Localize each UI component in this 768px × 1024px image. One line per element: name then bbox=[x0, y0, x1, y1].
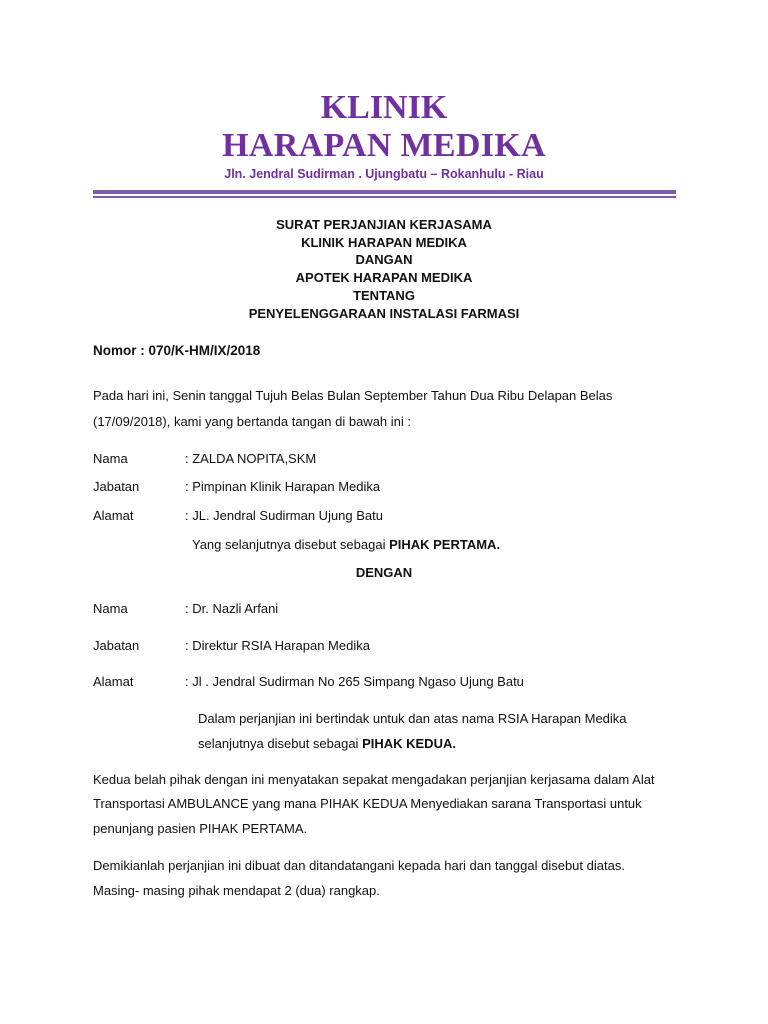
party1-designation bbox=[192, 538, 500, 551]
party1-nama-value: : ZALDA NOPITA,SKM bbox=[185, 451, 317, 466]
party2-designation-line-1: Dalam perjanjian ini bertindak untuk dan atas nama RSIA Harapan Medika bbox=[198, 711, 627, 726]
intro-line-1: Pada hari ini, Senin tanggal Tujuh Belas Bulan September Tahun Dua Ribu Delapan Belas bbox=[93, 388, 613, 403]
party2-alamat-value: : Jl . Jendral Sudirman No 265 Simpang Ngaso Ujung Batu bbox=[185, 674, 524, 689]
party1-designation-text: Yang selanjutnya disebut sebagai bbox=[192, 537, 390, 552]
party1-jabatan-value: : Pimpinan Klinik Harapan Medika bbox=[185, 479, 381, 494]
letter-number: Nomor : 070/K-HM/IX/2018 bbox=[93, 343, 261, 358]
party1-alamat-label: Alamat bbox=[93, 508, 134, 523]
party1-nama-label: Nama bbox=[93, 451, 128, 466]
party2-designation-text: selanjutnya disebut sebagai bbox=[198, 736, 363, 751]
party1-jabatan-label: Jabatan bbox=[93, 479, 140, 494]
agreement-line-3: penunjang pasien PIHAK PERTAMA. bbox=[93, 821, 308, 836]
agreement-line-2: Transportasi AMBULANCE yang mana PIHAK KEDUA Menyediakan sarana Transportasi untuk bbox=[93, 796, 642, 811]
party2-designation-line-2 bbox=[198, 737, 456, 750]
heading-line-5: TENTANG bbox=[353, 288, 415, 303]
party2-nama-value: : Dr. Nazli Arfani bbox=[185, 601, 279, 616]
closing-line-1: Demikianlah perjanjian ini dibuat dan ditandatangani kepada hari dan tanggal disebut diatas. bbox=[93, 858, 625, 873]
party1-designation-term: PIHAK PERTAMA. bbox=[389, 537, 501, 552]
heading-line-6: PENYELENGGARAAN INSTALASI FARMASI bbox=[248, 306, 520, 321]
heading-line-2: KLINIK HARAPAN MEDIKA bbox=[301, 235, 467, 250]
agreement-line-1: Kedua belah pihak dengan ini menyatakan sepakat mengadakan perjanjian kerjasama dalam Alat bbox=[93, 772, 655, 787]
intro-line-2: (17/09/2018), kami yang bertanda tangan di bawah ini : bbox=[93, 414, 411, 429]
party2-jabatan-value: : Direktur RSIA Harapan Medika bbox=[185, 638, 370, 653]
heading-line-3: DANGAN bbox=[355, 252, 413, 267]
clinic-address: Jln. Jendral Sudirman . Ujungbatu – Rokanhulu - Riau bbox=[224, 167, 544, 181]
party2-designation-term: PIHAK KEDUA. bbox=[362, 736, 456, 751]
heading-line-1: SURAT PERJANJIAN KERJASAMA bbox=[276, 217, 492, 232]
clinic-name-line2: HARAPAN MEDIKA bbox=[222, 127, 546, 164]
party2-jabatan-label: Jabatan bbox=[93, 638, 140, 653]
party2-alamat-label: Alamat bbox=[93, 674, 134, 689]
header-divider-thick bbox=[93, 190, 676, 194]
separator-dengan: DENGAN bbox=[355, 565, 413, 580]
clinic-name-line1: KLINIK bbox=[320, 89, 448, 126]
closing-line-2: Masing- masing pihak mendapat 2 (dua) rangkap. bbox=[93, 883, 380, 898]
header-divider-thin bbox=[93, 196, 676, 198]
party2-nama-label: Nama bbox=[93, 601, 128, 616]
heading-line-4: APOTEK HARAPAN MEDIKA bbox=[295, 270, 473, 285]
party1-alamat-value: : JL. Jendral Sudirman Ujung Batu bbox=[185, 508, 383, 523]
